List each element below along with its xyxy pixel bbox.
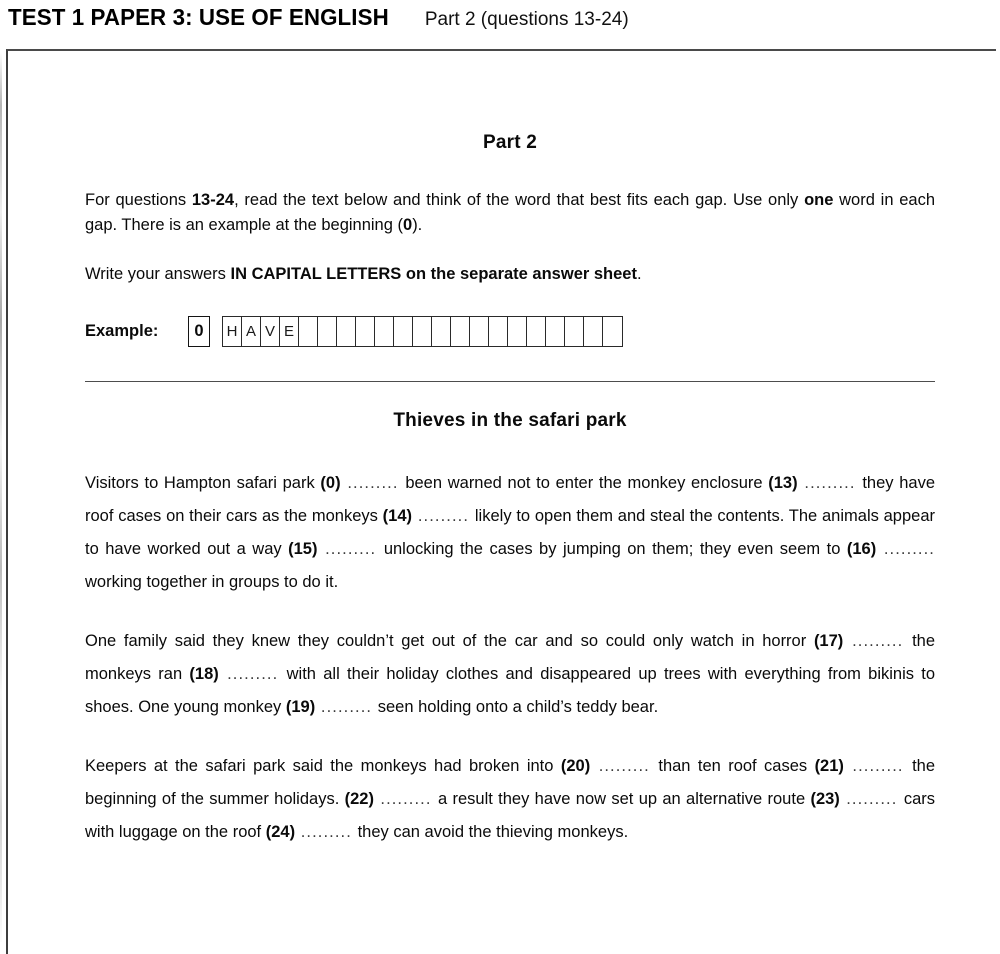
gap-number: (22) — [344, 790, 374, 808]
gap-number: (20) — [560, 757, 591, 775]
answer-grid-cell — [394, 317, 413, 346]
instr1-mid: , read the text below and think of the word that best fits each gap. Use only — [234, 191, 805, 209]
gap-blank-dots: ......... — [317, 540, 384, 558]
gap-number: (13) — [768, 474, 798, 492]
example-question-number-box: 0 — [188, 316, 210, 347]
instr1-end: ). — [412, 216, 423, 234]
page-subtitle: Part 2 (questions 13-24) — [424, 9, 629, 30]
instr1-emphasis-one: one — [804, 191, 834, 209]
story-text-run: One family said they knew they couldn’t get out of the car and so could only watch in horror — [85, 632, 814, 650]
answer-grid-cell — [413, 317, 432, 346]
example-answer-row — [85, 314, 935, 348]
instruction-paragraph-2 — [85, 262, 935, 287]
gap-blank-dots: ......... — [797, 474, 863, 492]
story-text-run: Visitors to Hampton safari park — [85, 474, 321, 492]
gap-blank-dots: ......... — [843, 632, 913, 650]
exam-content — [85, 49, 935, 849]
answer-grid-cell — [603, 317, 622, 346]
gap-blank-dots: ......... — [373, 790, 438, 808]
answer-grid-cell — [470, 317, 489, 346]
gap-number: (18) — [189, 665, 219, 683]
story-text-run: a result they have now set up an alternative route — [437, 790, 811, 808]
gap-blank-dots: ......... — [843, 757, 913, 775]
gap-number: (0) — [320, 474, 341, 492]
story-text-run: been warned not to enter the monkey enclosure — [405, 474, 769, 492]
answer-grid-cell: H — [223, 317, 242, 346]
gap-blank-dots: ......... — [218, 665, 287, 683]
instr2-pre: Write your answers — [85, 265, 231, 283]
story-text-run: with all their holiday clothes and disappeared up trees with everything from bikinis to shoes. One young monkey — [85, 665, 936, 716]
story-text-run: seen holding onto a child’s teddy bear. — [377, 698, 659, 716]
story-text-run: unlocking the cases by jumping on them; they even seem to — [383, 540, 847, 558]
story-paragraph-1 — [85, 467, 935, 599]
answer-grid-cell — [584, 317, 603, 346]
gap-number: (24) — [265, 823, 296, 841]
instr1-example-zero: 0 — [403, 216, 413, 234]
answer-grid-cell — [432, 317, 451, 346]
instr1-post: word in each gap. There is an example at the beginning ( — [85, 191, 936, 234]
answer-grid-cell — [356, 317, 375, 346]
story-text-run: than ten roof cases — [658, 757, 815, 775]
answer-grid-cell — [337, 317, 356, 346]
answer-grid-cell — [527, 317, 546, 346]
gap-blank-dots: ......... — [295, 823, 358, 841]
gap-number: (16) — [846, 540, 877, 558]
story-text-run: working together in groups to do it. — [85, 573, 339, 591]
story-text-run: Keepers at the safari park said the monkeys had broken into — [85, 757, 561, 775]
page-title: TEST 1 PAPER 3: USE OF ENGLISH — [8, 4, 389, 30]
section-divider-rule — [85, 381, 935, 382]
answer-grid-cell — [375, 317, 394, 346]
answer-grid-cell — [489, 317, 508, 346]
answer-grid-cell: A — [242, 317, 261, 346]
gap-blank-dots: ......... — [590, 757, 659, 775]
story-text-run: likely to open them and steal the contents. The animals appear to have worked out a way — [85, 507, 935, 558]
instr1-pre: For questions — [85, 191, 192, 209]
gap-number: (21) — [814, 757, 844, 775]
instruction-paragraph-1 — [85, 188, 935, 238]
page-header — [8, 4, 968, 38]
scan-edge-artifact — [0, 52, 2, 942]
answer-grid-cell — [508, 317, 527, 346]
gap-number: (15) — [288, 540, 318, 558]
story-paragraph-3 — [85, 750, 935, 849]
instr2-end: . — [636, 265, 642, 283]
answer-grid-cell: V — [261, 317, 280, 346]
story-title: Thieves in the safari park — [393, 410, 627, 431]
story-text-run: they have roof cases on their cars as the monkeys — [85, 474, 936, 525]
answer-grid-cell — [546, 317, 565, 346]
answer-grid-cell: E — [280, 317, 299, 346]
gap-blank-dots: ......... — [839, 790, 904, 808]
story-text-run: cars with luggage on the roof — [85, 790, 935, 841]
answer-grid-cell — [299, 317, 318, 346]
example-answer-grid — [222, 316, 623, 347]
part-heading: Part 2 — [482, 132, 537, 153]
gap-number: (17) — [813, 632, 844, 650]
gap-number: (14) — [382, 507, 412, 525]
gap-number: (19) — [285, 698, 316, 716]
gap-number: (23) — [810, 790, 840, 808]
answer-grid-cell — [451, 317, 470, 346]
example-label: Example: — [85, 321, 159, 340]
gap-blank-dots: ......... — [340, 474, 406, 492]
instr1-question-range: 13-24 — [191, 191, 235, 209]
answer-grid-cell — [565, 317, 584, 346]
story-text-run: they can avoid the thieving monkeys. — [357, 823, 629, 841]
story-text-run: the monkeys ran — [85, 632, 935, 683]
gap-blank-dots: ......... — [876, 540, 935, 558]
gap-blank-dots: ......... — [315, 698, 378, 716]
gap-blank-dots: ......... — [412, 507, 475, 525]
instr2-emphasis: IN CAPITAL LETTERS on the separate answer sheet — [230, 265, 637, 283]
answer-grid-cell — [318, 317, 337, 346]
story-text-run: the beginning of the summer holidays. — [85, 757, 936, 808]
story-paragraph-2 — [85, 625, 935, 724]
